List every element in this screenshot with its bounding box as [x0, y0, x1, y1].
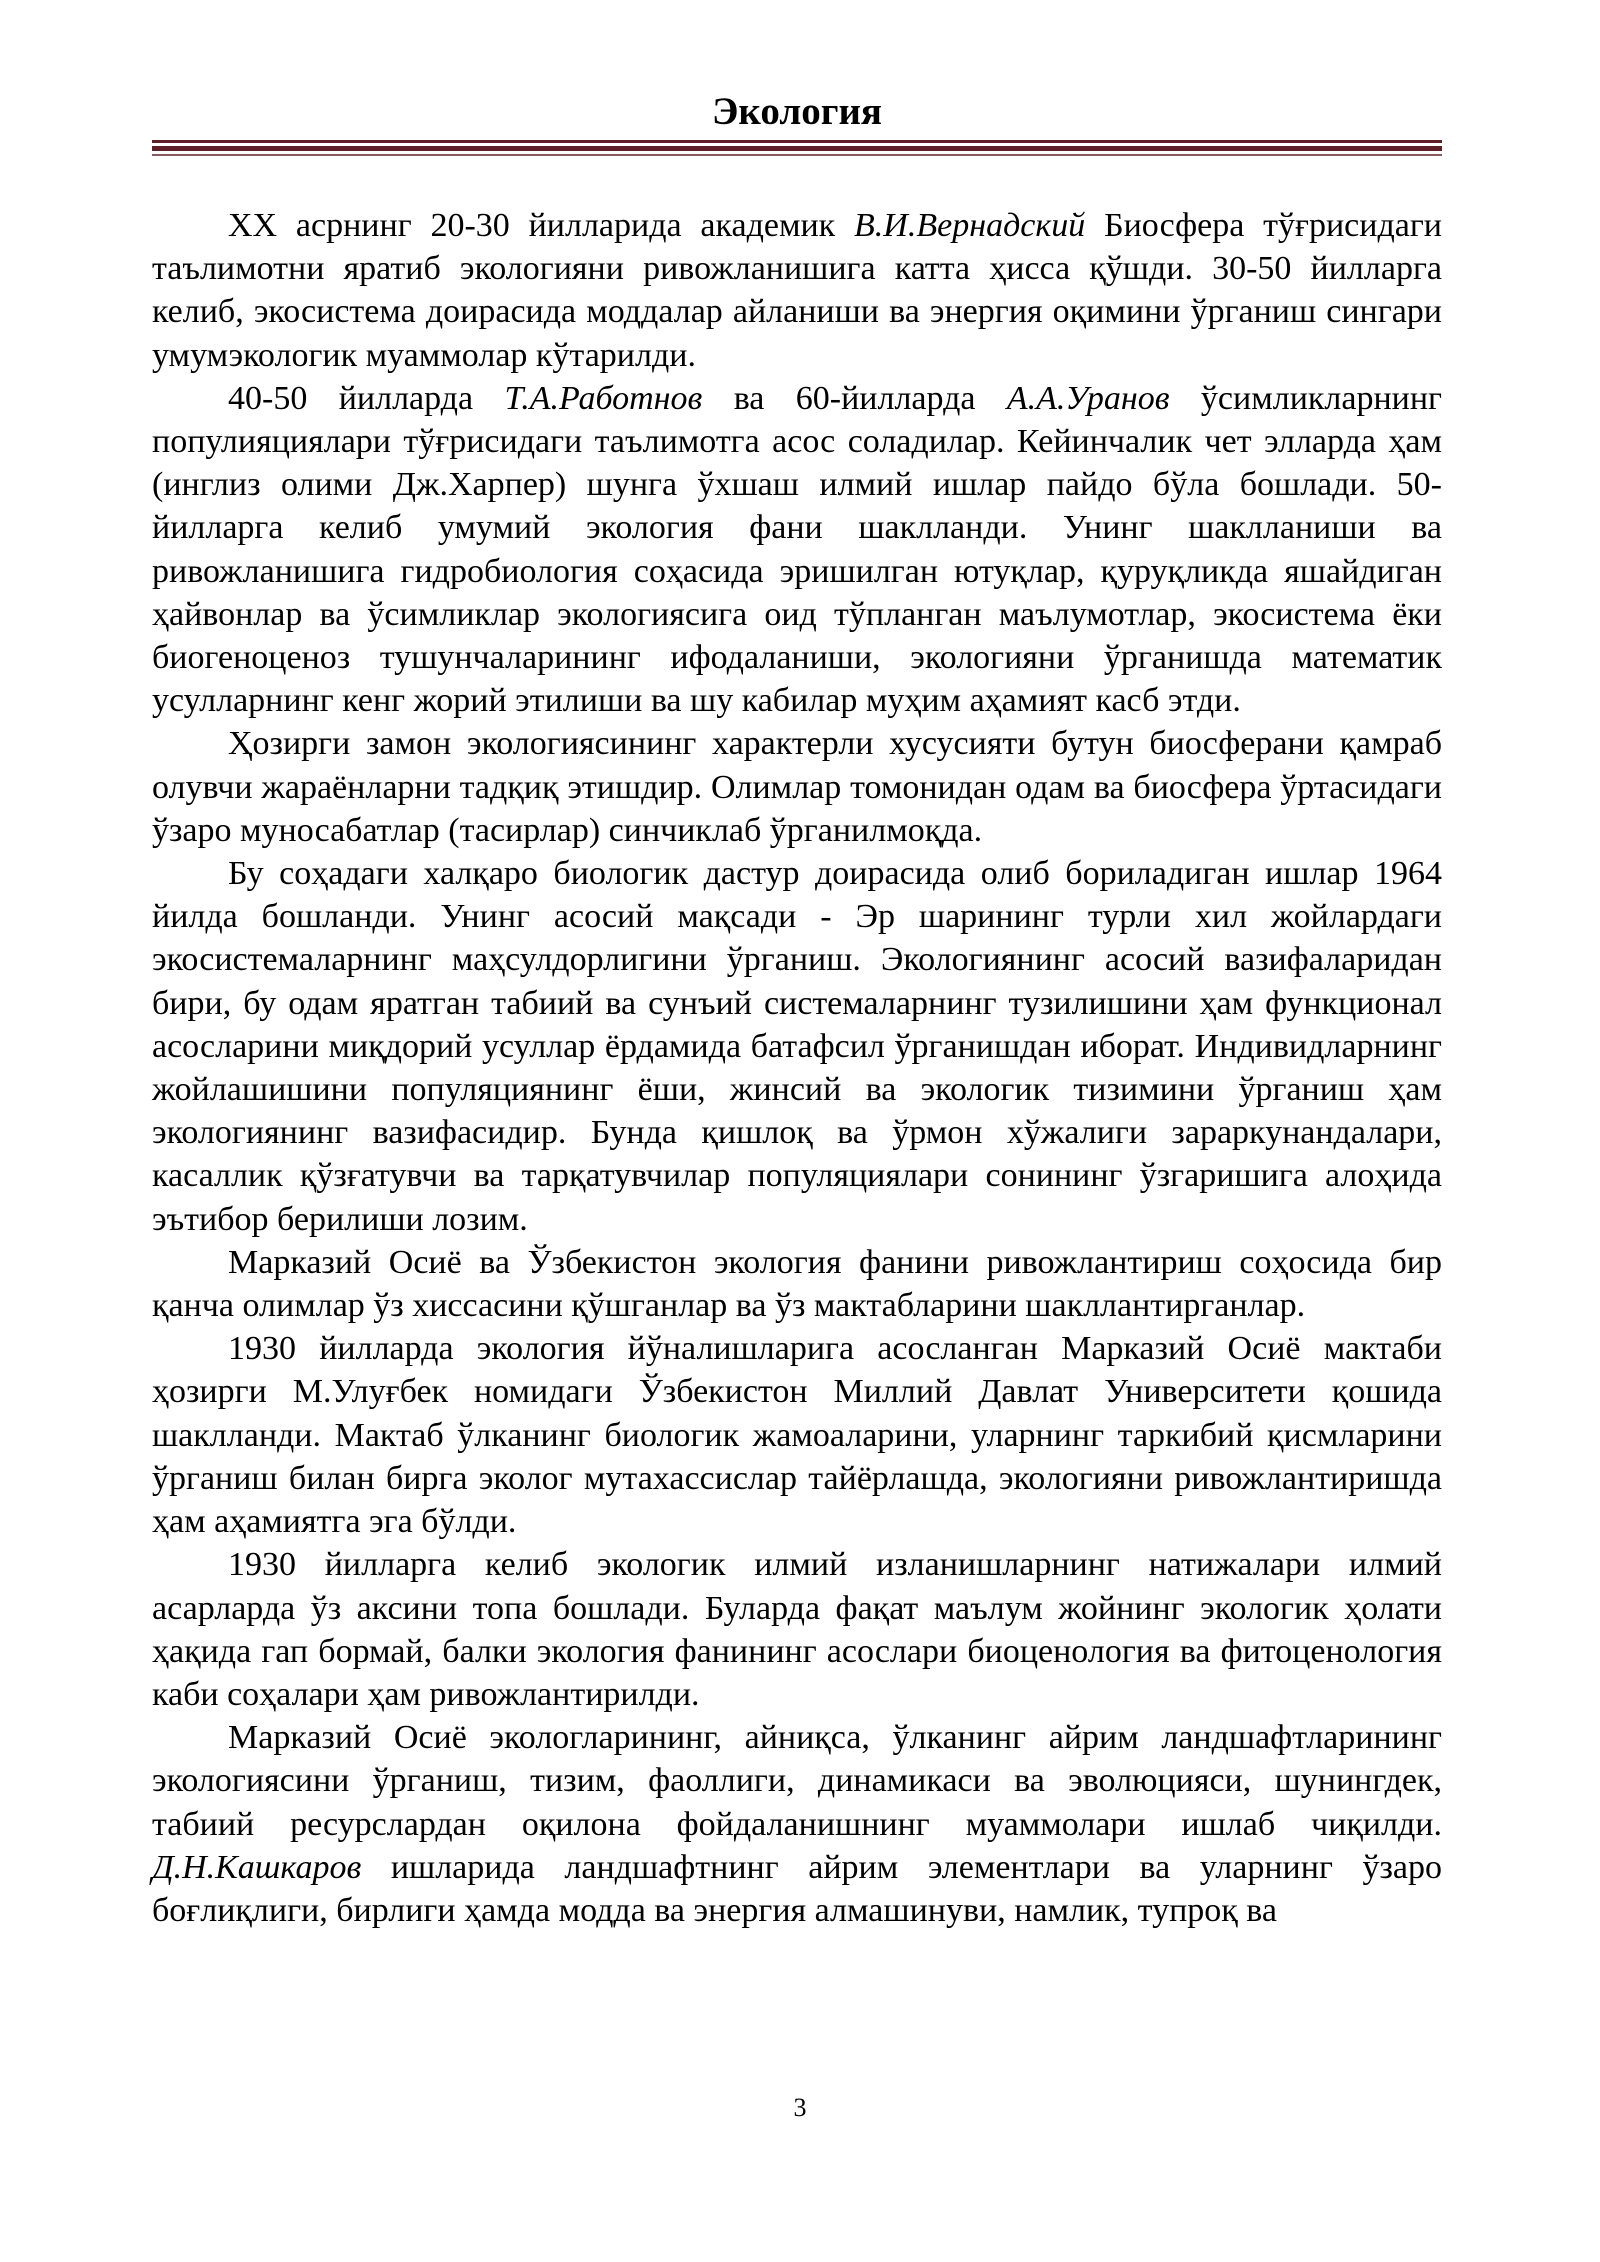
- body-text: [152, 204, 1442, 1932]
- author-name: Т.А.Работнов: [504, 379, 703, 417]
- body-paragraph: [152, 1241, 1442, 1327]
- body-paragraph: [152, 1327, 1442, 1543]
- paragraph-text: ва 60-йилларда: [702, 379, 1007, 417]
- body-paragraph: [152, 1716, 1442, 1932]
- body-paragraph: [152, 852, 1442, 1241]
- body-paragraph: [152, 722, 1442, 852]
- author-name: А.А.Уранов: [1006, 379, 1170, 417]
- title-rule-middle: [152, 146, 1442, 151]
- body-paragraph: [152, 1543, 1442, 1716]
- paragraph-text: Ҳозирги замон экологиясининг характерли хусусияти бутун биосферани қамраб олувчи жараёнларни тадқиқ этишдир. Олимлар томонидан одам ва биосфера ўртасидаги ўзаро муносабатлар (тасирлар) синчиклаб ўрганилмоқда.: [152, 725, 1442, 849]
- title-rule-top: [152, 140, 1442, 143]
- paragraph-text: Биосфера тўғрисидаги таълимотни яратиб экологияни ривожланишига катта ҳисса қўшди. 30-50 йилларга келиб, экосистема доирасида моддалар айланиши ва энергия оқимини ўрганиш сингари умумэкологик муаммолар кўтарилди.: [152, 207, 1442, 374]
- body-paragraph: [152, 204, 1442, 377]
- paragraph-text: XX асрнинг 20-30 йилларида академик: [228, 207, 855, 244]
- paragraph-text: 1930 йилларга келиб экологик илмий изланишларнинг натижалари илмий асарларда ўз аксини топа бошлади. Буларда фақат маълум жойнинг экологик ҳолати ҳақида гап бормай, балки экология фанининг асослари биоценология ва фитоценология каби соҳалари ҳам ривожлантирилди.: [152, 1546, 1442, 1713]
- paragraph-text: ишларида ландшафтнинг айрим элементлари ва уларнинг ўзаро боғлиқлиги, бирлиги ҳамда модда ва энергия алмашинуви, намлик, тупроқ ва: [152, 1848, 1442, 1929]
- paragraph-text: 40-50 йилларда: [228, 379, 505, 417]
- paragraph-text: 1930 йилларда экология йўналишларига асосланган Марказий Осиё мактаби ҳозирги М.Улуғбек номидаги Ўзбекистон Миллий Давлат Университети қошида шаклланди. Мактаб ўлканинг биологик жамоаларини, уларнинг таркибий қисмларини ўрганиш билан бирга эколог мутахассислар тайёрлашда, экологияни ривожлантиришда ҳам аҳамиятга эга бўлди.: [152, 1330, 1442, 1541]
- paragraph-text: Марказий Осиё ва Ўзбекистон экология фанини ривожлантириш соҳосида бир қанча олимлар ўз хиссасини қўшганлар ва ўз мактабларини шакллантирганлар.: [152, 1243, 1442, 1325]
- paragraph-text: Бу соҳадаги халқаро биологик дастур доирасида олиб бориладиган ишлар 1964 йилда бошланди. Унинг асосий мақсади - Эр шарининг турли хил жойлардаги экосистемаларнинг маҳсулдорлигини ўрганиш. Экологиянинг асосий вазифаларидан бири, бу одам яратган табиий ва сунъий системаларнинг тузилишини ҳам функционал асосларини миқдорий усуллар ёрдамида батафсил ўрганишдан иборат. Индивидларнинг жойлашишини популяциянинг ёши, жинсий ва экологик тизимини ўрганиш ҳам экологиянинг вазифасидир. Бунда қишлоқ ва ўрмон хўжалиги зараркунандалари, касаллик қўзғатувчи ва тарқатувчилар популяциялари сонининг ўзгаришига алоҳида эътибор берилиши лозим.: [152, 855, 1442, 1238]
- title-rule-bottom: [152, 154, 1442, 156]
- body-paragraph: [152, 377, 1442, 723]
- author-name: В.И.Вернадский: [854, 207, 1086, 244]
- paragraph-text: ўсимликларнинг популияциялари тўғрисидаги таълимотга асос соладилар. Кейинчалик чет элларда ҳам (инглиз олими Дж.Харпер) шунга ўхшаш илмий ишлар пайдо бўла бошлади. 50-йилларга келиб умумий экология фани шаклланди. Унинг шаклланиши ва ривожланишига гидробиология соҳасида эришилган ютуқлар, қуруқликда яшайдиган ҳайвонлар ва ўсимликлар экологиясига оид тўпланган маълумотлар, экосистема ёки биогеноценоз тушунчаларининг ифодаланиши, экологияни ўрганишда математик усулларнинг кенг жорий этилиши ва шу кабилар муҳим аҳамият касб этди.: [152, 379, 1443, 720]
- page-number: 3: [793, 2093, 807, 2122]
- page-title: Экология: [711, 90, 883, 133]
- paragraph-text: Марказий Осиё экологларининг, айниқса, ўлканинг айрим ландшафтларининг экологиясини ўрганиш, тизим, фаоллиги, динамикаси ва эволюцияси, шунингдек, табиий ресурслардан оқилона фойдаланишнинг муаммолари ишлаб чиқилди.: [152, 1719, 1442, 1843]
- author-name: Д.Н.Кашкаров: [152, 1848, 362, 1886]
